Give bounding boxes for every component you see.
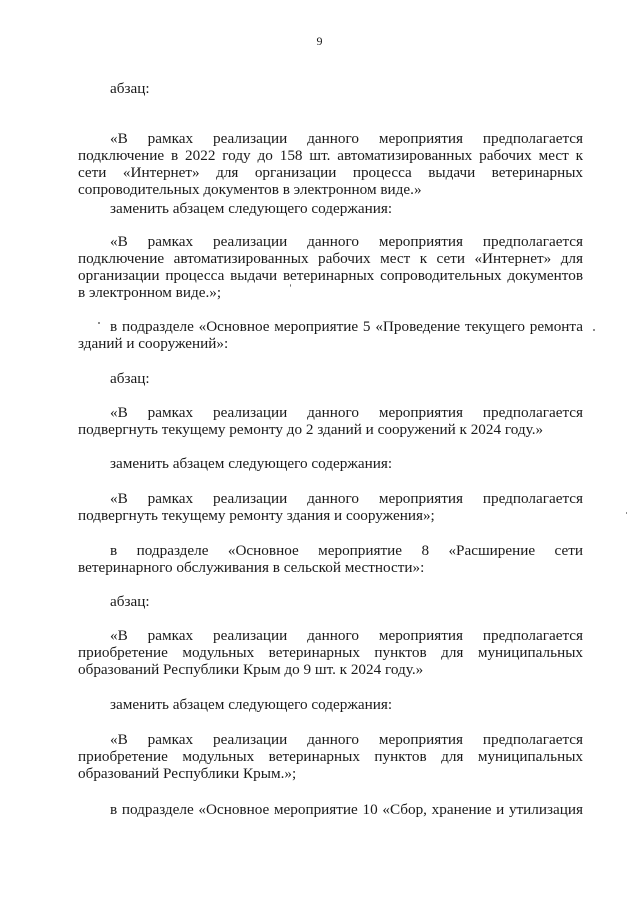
paragraph-subsection-10: в подразделе «Основное мероприятие 10 «Сбор, хранение и утилизация (110, 801, 583, 818)
scan-speck (98, 322, 100, 324)
page-number: 9 (316, 34, 323, 48)
paragraph-quote-vetpoints-old: «В рамках реализации данного мероприятия предполагается приобретение модульных ветеринарных пунктов для муниципальных образований Республики Крым до 9 шт. к 2024 году.» (78, 627, 583, 678)
paragraph-replace-1: заменить абзацем следующего содержания: (110, 200, 393, 217)
paragraph-replace-2: заменить абзацем следующего содержания: (110, 455, 393, 472)
scan-speck (626, 512, 627, 514)
paragraph-quote-internet-new: «В рамках реализации данного мероприятия предполагается подключение автоматизированных рабочих мест к сети «Интернет» для организации процесса выдачи ветеринарных сопроводительных документов в электронном виде.»; (78, 233, 583, 301)
paragraph-subsection-8: в подразделе «Основное мероприятие 8 «Расширение сети ветеринарного обслуживания в сельской местности»: (78, 542, 583, 576)
scan-speck (290, 284, 291, 287)
paragraph-quote-repair-old: «В рамках реализации данного мероприятия предполагается подвергнуть текущему ремонту до 2 зданий и сооружений к 2024 году.» (78, 404, 583, 438)
paragraph-replace-3: заменить абзацем следующего содержания: (110, 696, 393, 713)
paragraph-subsection-5: в подразделе «Основное мероприятие 5 «Проведение текущего ремонта зданий и сооружений»: (78, 318, 583, 352)
paragraph-abzac-1: абзац: (110, 80, 150, 97)
paragraph-quote-repair-new: «В рамках реализации данного мероприятия предполагается подвергнуть текущему ремонту здания и сооружения»; (78, 490, 583, 524)
paragraph-quote-vetpoints-new: «В рамках реализации данного мероприятия предполагается приобретение модульных ветеринарных пунктов для муниципальных образований Республики Крым.»; (78, 731, 583, 782)
paragraph-abzac-2: абзац: (110, 370, 150, 387)
paragraph-quote-internet-old: «В рамках реализации данного мероприятия предполагается подключение в 2022 году до 158 шт. автоматизированных рабочих мест к сети «Интернет» для организации процесса выдачи ветеринарных сопроводительных документов в электронном виде.» (78, 130, 583, 198)
paragraph-abzac-3: абзац: (110, 593, 150, 610)
scan-speck (593, 329, 595, 331)
